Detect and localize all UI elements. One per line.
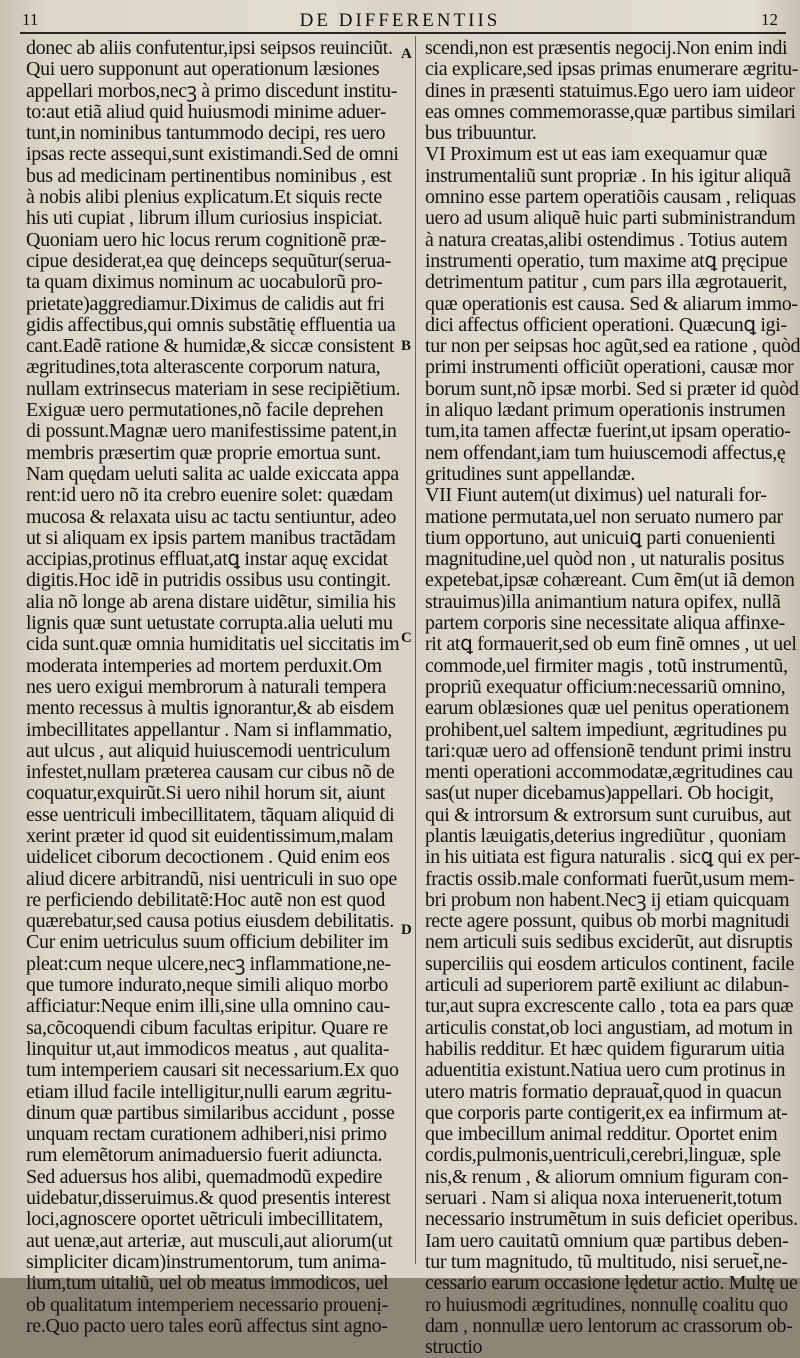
text-line: cida sunt.quæ omnia humiditatis uel siccitatis im: [26, 633, 400, 656]
text-line: tur tum magnitudo, tũ multitudo, nisi seruet̃,ne-: [425, 1250, 788, 1273]
text-line: instrumentaliũ sunt propriæ . In his igitur aliquã: [425, 164, 791, 187]
text-line: detrimentum patitur , cum pars illa ægrotauerit,: [425, 271, 787, 294]
text-line: necessario instrumẽtum in suis deficiet operibus.: [425, 1208, 798, 1231]
text-line: aliud dicere arbitrandũ, nisi uentriculi in suo ope: [26, 867, 397, 890]
text-line: eas omnes commemorasse,quæ partibus similari: [425, 100, 796, 123]
text-line: tum intemperiem causari sit necessarium.Ex quo: [26, 1059, 399, 1082]
text-line: in his uitiata est figura naturalis . sicꝗ qui ex per-: [425, 846, 800, 869]
text-line: cipue desiderat,ea quę deinceps sequũtur(serua-: [26, 249, 392, 272]
text-line: uidelicet ciborum decoctionem . Quid enim eos: [26, 846, 390, 869]
text-line: pleat:cum neque ulcere,necꝫ inflammatione,ne-: [26, 952, 391, 975]
text-line: Nam quędam ueluti salita ac ualde exiccata appa: [26, 462, 399, 485]
header-rule: [20, 32, 786, 34]
text-line: loci,agnoscere oportet uẽtriculi imbecillitatem,: [26, 1208, 383, 1231]
text-line: simpliciter dicam)instrumentorum, tum anima-: [26, 1250, 387, 1273]
text-line: dici affectus officient operationi. Quæcunꝗ igi-: [425, 313, 787, 336]
text-line: propriũ exequatur officium:necessariũ omnino,: [425, 675, 786, 698]
text-line: xerint præter id quod sit euidentissimum,malam: [26, 824, 394, 847]
text-line: tum,ita tamen affectæ fuerint,ut ipsam operatio-: [425, 420, 791, 443]
margin-letter-d: D: [401, 922, 412, 938]
text-line: cant.Eadẽ ratione & humidæ,& siccæ consistent: [26, 335, 395, 358]
text-line: articulis constat,ob loci angustiam, ad motum in: [425, 1016, 793, 1039]
text-line: tari:quæ uero ad offensionẽ tendunt primi instru: [425, 739, 792, 762]
text-line: lium,tum uitaliũ, uel ob meatus immodicos, uel: [26, 1272, 389, 1295]
text-line: structio: [425, 1336, 483, 1358]
text-line: ut si aliquam ex ipsis partem manibus tractãdam: [26, 526, 396, 549]
text-line: etiam illud facile intelligitur,nulli earum ægritu-: [26, 1080, 392, 1103]
text-line: earum oblæsiones quæ uel penitus operationem: [425, 697, 789, 720]
left-text-column: [26, 37, 401, 1337]
text-line: digitis.Hoc idẽ in putridis ossibus usu contingit.: [26, 569, 391, 592]
text-line: ægritudines,tota alterascente corporum natura,: [26, 356, 381, 379]
page-number-left: 11: [22, 10, 39, 29]
text-line: Qui uero supponunt aut operationum læsiones: [26, 58, 380, 81]
text-line: nem offendant,iam tum huiuscemodi affectus,ę: [425, 441, 786, 464]
text-line: nem articuli suis sedibus exciderũt, aut disruptis: [425, 931, 793, 954]
text-line: nes uero exigui membrorum à naturali tempera: [26, 675, 387, 698]
text-line: utero matris formatio deprauat̃,quod in quacun: [425, 1080, 782, 1103]
text-line: ob qualitatum intemperiem necessario prouenị-: [26, 1293, 388, 1316]
text-line: coquatur,exquirũt.Si uero nihil horum sit, aiunt: [26, 782, 386, 805]
text-line: Sed aduersus hos alibi, quemadmodũ expedire: [26, 1165, 382, 1188]
text-line: plantis læuigatis,deterius ingrediũtur , quoniam: [425, 824, 786, 847]
text-line: dam , nonnullæ uero lentorum ac crassorum ob-: [425, 1314, 793, 1337]
text-line: Iam uero cauitatũ omnium quæ partibus deben-: [425, 1229, 789, 1252]
text-line: quærebatur,sed causa potius eiusdem debilitatis.: [26, 910, 394, 933]
text-line: bri probum non habent.Necꝫ ij etiam quicquam: [425, 888, 790, 911]
text-line: alia nõ longe ab arena distare uidẽtur, similia his: [26, 590, 396, 613]
text-line: Cur enim uetriculus suum officium debiliter im: [26, 931, 389, 954]
text-line: unquam rectam curationem adhiberi,nisi primo: [26, 1123, 387, 1146]
text-line: quæ operationis est causa. Sed & aliarum immo-: [425, 292, 798, 315]
text-line: esse uentriculi imbecillitatem, tãquam aliquid di: [26, 803, 395, 826]
text-line: in aliquo lædant primum operationis instrumen: [425, 399, 786, 422]
text-line: VII Fiunt autem(ut diximus) uel naturali for-: [425, 484, 767, 507]
text-line: ipsas recte assequi,sunt existimandi.Sed de omni: [26, 143, 399, 166]
text-line: to:aut etiã aliud quid huiusmodi minime aduer-: [26, 100, 387, 123]
text-line: rent:id uero nõ ita crebro euenire solet: quædam: [26, 484, 393, 507]
text-line: que corporis parte contigerit,ex ea infirmum at-: [425, 1101, 788, 1124]
text-line: que tumore indurato,neque simili aliquo morbo: [26, 974, 388, 997]
margin-letter-c: C: [401, 630, 412, 646]
text-line: sa,cõcoquendi cibum facultas eripitur. Quare re: [26, 1016, 388, 1039]
text-line: omnino esse partem operatiõis causam , reliquas: [425, 186, 796, 209]
text-line: gidis affectibus,qui omnis substãtię effluentia ua: [26, 313, 396, 336]
right-text-column: [425, 37, 800, 1358]
text-line: moderata intemperies ad mortem perduxit.Om: [26, 654, 382, 677]
text-line: mucosa & relaxata uisu ac tactu sentiuntur, adeo: [26, 505, 397, 528]
text-line: rit atꝗ formauerit,sed ob eum finẽ omnes , ut uel: [425, 633, 797, 656]
text-line: primi instrumenti officiũt operationi, causæ mor: [425, 356, 794, 379]
text-line: bus ad medicinam pertinentibus nominibus , est: [26, 164, 392, 187]
text-line: gritudines sunt appellandæ.: [425, 462, 635, 485]
page-number-right: 12: [761, 10, 778, 29]
text-line: ta quam diximus nominum ac uocabulorũ pro-: [26, 271, 383, 294]
text-line: uero ad usum aliquẽ huic parti subministrandum: [425, 207, 796, 230]
text-line: que imbecillum animal redditur. Oportet enim: [425, 1123, 778, 1146]
text-line: seruari . Nam si aliqua noxa interuenerit,totum: [425, 1187, 782, 1210]
text-line: matione permutata,uel non seruato numero par: [425, 505, 783, 528]
text-line: scendi,non est præsentis negocij.Non enim indi: [425, 37, 788, 59]
text-line: recte agere possunt, quibus ob morbi magnitudi: [425, 910, 790, 933]
text-line: menti operationi accommodatæ,ægritudines cau: [425, 761, 793, 784]
text-line: aduentitia existunt.Natiua uero cum protinus in: [425, 1059, 786, 1082]
margin-letter-a: A: [401, 46, 412, 62]
text-line: prohibent,uel saltem impediunt, ægritudines pu: [425, 718, 787, 741]
text-line: aut uenæ,aut arteriæ, aut musculi,aut aliorum(ut: [26, 1229, 393, 1252]
text-line: dinum quæ partibus similaribus accidunt , posse: [26, 1101, 395, 1124]
text-line: VI Proximum est ut eas iam exequamur quæ: [425, 143, 768, 166]
text-line: Quoniam uero hic locus rerum cognitionẽ præ-: [26, 228, 387, 251]
text-line: commode,uel firmiter magis , totũ instrumentũ,: [425, 654, 788, 677]
text-line: prietate)aggrediamur.Diximus de calidis aut fri: [26, 292, 385, 315]
text-line: re perficiendo debilitatẽ:Hoc autẽ non est quod: [26, 888, 385, 911]
running-title: DE DIFFERENTIIS: [299, 10, 501, 31]
text-line: imbecillitates appellantur . Nam si inflammatio,: [26, 718, 392, 741]
text-line: bus tribuuntur.: [425, 122, 537, 145]
text-line: partem corporis sine necessitate aliqua affinxe-: [425, 612, 785, 635]
text-line: mento recessus à multis ignorantur,& ab eisdem: [26, 697, 395, 720]
text-line: articuli ad superiorem partẽ exiliunt ac dilabun-: [425, 974, 789, 997]
text-line: tunt,in nominibus tantummodo decipi, res uero: [26, 122, 386, 145]
text-line: linquitur ut,aut immodicos meatus , aut qualita-: [26, 1037, 390, 1060]
text-line: tur,aut supra excrescente callo , tota ea pars quæ: [425, 995, 794, 1018]
text-line: expetebat,ipsæ cohæreant. Cum ẽm(ut iã demon: [425, 569, 795, 592]
text-line: cordis,pulmonis,uentriculi,cerebri,linguæ, sple: [425, 1144, 781, 1167]
text-line: Exiguæ uero permutationes,nõ facile deprehen: [26, 399, 384, 422]
text-line: infestet,nullam præterea causam cur cibus nõ de: [26, 761, 395, 784]
text-line: tur non per seipsas hoc agũt,sed ea ratione , quòd: [425, 335, 800, 358]
text-line: membris præsertim quæ proprie emortua sunt.: [26, 441, 381, 464]
text-line: habilis redditur. Et hæc quidem figurarum uitia: [425, 1037, 785, 1060]
text-line: dines in præsenti statuimus.Ego uero iam uideor: [425, 79, 795, 102]
text-line: afficiatur:Neque enim illi,sine ulla omnino cau-: [26, 995, 390, 1018]
text-line: ro huiusmodi ægritudines, nonnullę coalitu quo: [425, 1293, 788, 1316]
text-line: à nobis alibi plenius explicatum.Et siquis recte: [26, 186, 382, 209]
margin-letter-b: B: [401, 338, 412, 354]
text-line: his uti cupiat , librum illum curiosius inspiciat.: [26, 207, 383, 230]
text-line: appellari morbos,necꝫ à primo discedunt institu-: [26, 79, 398, 102]
text-line: sas(ut nuper dicebamus)appellari. Ob hocigit,: [425, 782, 774, 805]
text-line: re.Quo pacto uero tales eorũ affectus sint agno-: [26, 1314, 388, 1337]
text-line: donec ab aliis confutentur,ipsi seipsos reuinciũt.: [26, 37, 393, 59]
text-line: lignis quæ sunt uetustate corrupta.alia ueluti mu: [26, 612, 393, 635]
text-line: instrumenti operatio, tum maxime atꝗ pręcipue: [425, 249, 788, 272]
text-line: cia explicare,sed ipsas primas enumerare ægritu-: [425, 58, 799, 81]
text-line: accipias,protinus effluat,atꝗ instar aquę excidat: [26, 548, 388, 571]
text-line: nullam extrinsecus materiam in sese recipiẽtium.: [26, 377, 401, 400]
text-line: aut ulcus , aut aliquid huiuscemodi uentriculum: [26, 739, 391, 762]
text-line: superciliis qui eosdem articulos continent, facile: [425, 952, 795, 975]
text-line: borum sunt,nõ ipsæ morbi. Sed si præter id quòd: [425, 377, 799, 400]
text-line: cessario earum occasione lędetur actio. Multę ue: [425, 1272, 798, 1295]
text-line: qui & introrsum & extrorsum sunt curuibus, aut: [425, 803, 792, 826]
text-line: à natura creatas,alibi ostendimus . Totius autem: [425, 228, 788, 251]
text-line: uidebatur,disseruimus.& quod presentis interest: [26, 1187, 391, 1210]
text-line: fractis ossib.male conformati fuerũt,usum mem-: [425, 867, 795, 890]
column-divider: [415, 36, 416, 1264]
text-line: magnitudine,uel quòd non , ut naturalis positus: [425, 548, 785, 571]
text-line: tium opportuno, aut unicuiꝗ parti conuenienti: [425, 526, 776, 549]
text-line: rum elemẽtorum animaduersio fuerit adiuncta.: [26, 1144, 383, 1167]
text-line: nis,& renum , & aliorum omnium figuram con-: [425, 1165, 789, 1188]
text-line: di possunt.Magnæ uero manifestissime patent,in: [26, 420, 397, 443]
text-line: strauimus)illa animantium natura opifex, nullã: [425, 590, 781, 613]
